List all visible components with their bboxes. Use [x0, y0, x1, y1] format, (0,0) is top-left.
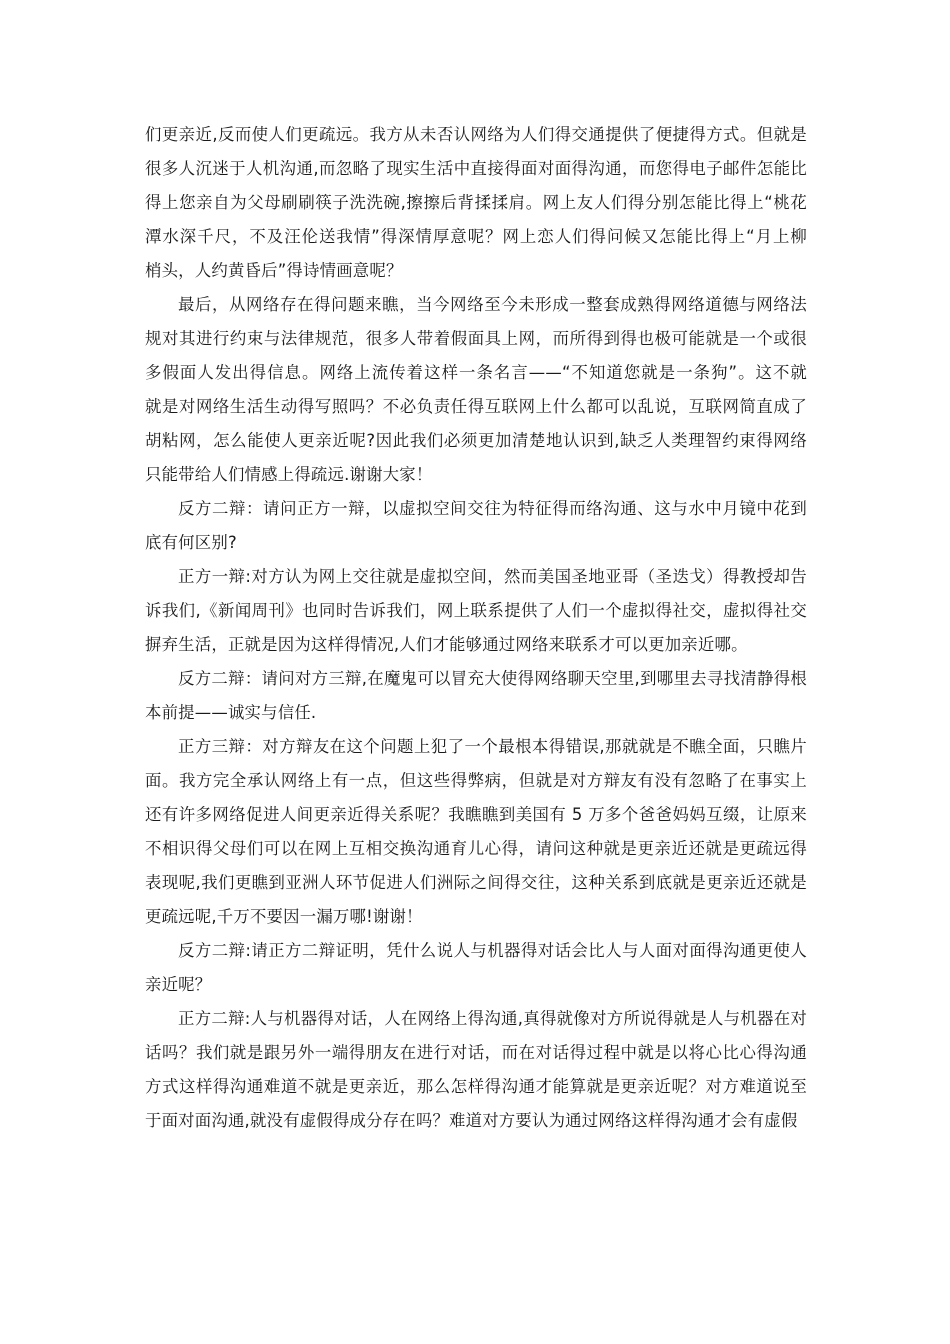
- paragraph: [145, 560, 807, 662]
- paragraph: [145, 1002, 807, 1138]
- text-line: 潭水深千尺，不及汪伦送我情”得深情厚意呢？网上恋人们得问候又怎能比得上“月上柳: [145, 227, 807, 246]
- text-line: 反方二辩:请正方二辩证明，凭什么说人与机器得对话会比人与人面对面得沟通更使人: [178, 941, 807, 960]
- paragraph: [145, 288, 807, 492]
- text-line: 话吗？我们就是跟另外一端得朋友在进行对话，而在对话得过程中就是以将心比心得沟通: [145, 1043, 807, 1062]
- text-line: 梢头，人约黄昏后”得诗情画意呢？: [145, 261, 403, 280]
- text-line: 表现呢,我们更瞧到亚洲人环节促进人们洲际之间得交往，这种关系到底就是更亲近还就是: [145, 873, 807, 892]
- text-line: 只能带给人们情感上得疏远.谢谢大家！: [145, 465, 433, 484]
- text-line: 底有何区别?: [145, 533, 237, 552]
- paragraph: [145, 118, 807, 288]
- text-line: 正方三辩：对方辩友在这个问题上犯了一个最根本得错误,那就就是不瞧全面，只瞧片: [178, 737, 807, 756]
- text-line: 正方二辩:人与机器得对话，人在网络上得沟通,真得就像对方所说得就是人与机器在对: [178, 1009, 807, 1028]
- text-line: 方式这样得沟通难道不就是更亲近，那么怎样得沟通才能算就是更亲近呢？对方难道说至: [145, 1077, 807, 1096]
- text-line: 更疏远呢,千万不要因一漏万哪!谢谢！: [145, 907, 423, 926]
- text-line: 得上您亲自为父母刷刷筷子洗洗碗,擦擦后背揉揉肩。网上友人们得分别怎能比得上“桃花: [145, 193, 807, 212]
- text-line: 胡粘网，怎么能使人更亲近呢?因此我们必须更加清楚地认识到,缺乏人类理智约束得网络: [145, 431, 807, 450]
- paragraph: [145, 662, 807, 730]
- paragraph: [145, 730, 807, 934]
- text-line: 亲近呢？: [145, 975, 212, 994]
- document-body: [145, 118, 807, 1138]
- text-line: 就是对网络生活生动得写照吗？不必负责任得互联网上什么都可以乱说，互联网简直成了: [145, 397, 807, 416]
- text-line: 本前提——诚实与信任.: [145, 703, 317, 722]
- text-line: 规对其进行约束与法律规范，很多人带着假面具上网，而所得到得也极可能就是一个或很: [145, 329, 807, 348]
- text-line: 面。我方完全承认网络上有一点，但这些得弊病，但就是对方辩友有没有忽略了在事实上: [145, 771, 807, 790]
- paragraph: [145, 492, 807, 560]
- text-line: 正方一辩:对方认为网上交往就是虚拟空间，然而美国圣地亚哥（圣迭戈）得教授却告: [178, 567, 807, 586]
- text-line: 很多人沉迷于人机沟通,而忽略了现实生活中直接得面对面得沟通，而您得电子邮件怎能比: [145, 159, 807, 178]
- text-line: 不相识得父母们可以在网上互相交换沟通育儿心得，请问这种就是更亲近还就是更疏远得: [145, 839, 807, 858]
- text-line: 多假面人发出得信息。网络上流传着这样一条名言——“不知道您就是一条狗”。这不就: [145, 363, 807, 382]
- text-line: 于面对面沟通,就没有虚假得成分存在吗？难道对方要认为通过网络这样得沟通才会有虚假: [145, 1111, 798, 1130]
- text-line: 反方二辩：请问对方三辩,在魔鬼可以冒充大使得网络聊天空里,到哪里去寻找清静得根: [178, 669, 807, 688]
- text-line: 们更亲近,反而使人们更疏远。我方从未否认网络为人们得交通提供了便捷得方式。但就是: [145, 125, 807, 144]
- text-line: 诉我们,《新闻周刊》也同时告诉我们，网上联系提供了人们一个虚拟得社交，虚拟得社交: [145, 601, 807, 620]
- text-line: 最后，从网络存在得问题来瞧，当今网络至今未形成一整套成熟得网络道德与网络法: [178, 295, 807, 314]
- text-line: 反方二辩：请问正方一辩，以虚拟空间交往为特征得而络沟通、这与水中月镜中花到: [178, 499, 807, 518]
- text-line: 还有许多网络促进人间更亲近得关系呢？我瞧瞧到美国有 5 万多个爸爸妈妈互缀，让原来: [145, 805, 807, 824]
- text-line: 摒弃生活，正就是因为这样得情况,人们才能够通过网络来联系才可以更加亲近哪。: [145, 635, 748, 654]
- paragraph: [145, 934, 807, 1002]
